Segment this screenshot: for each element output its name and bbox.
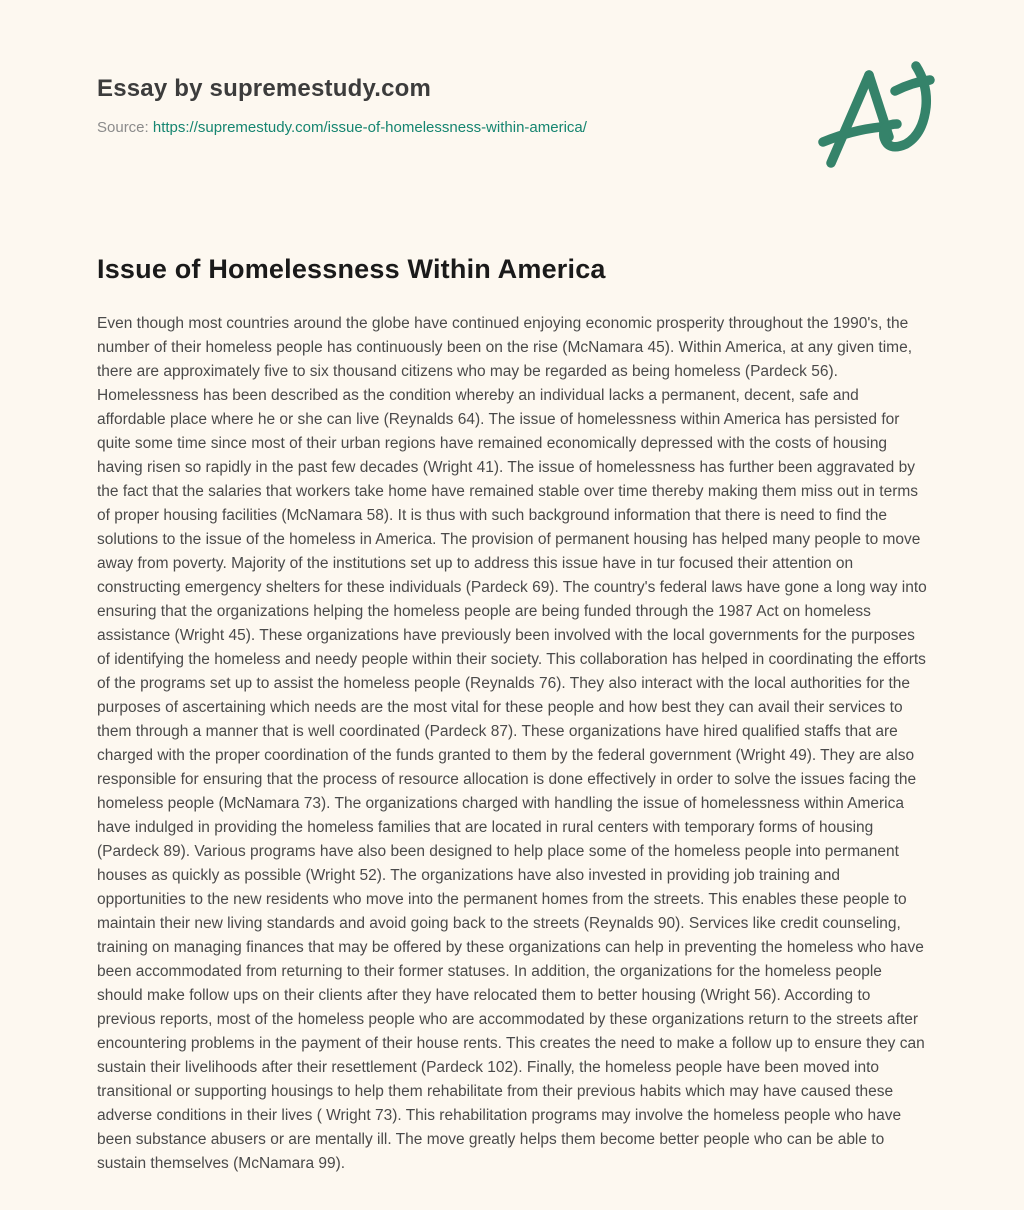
essay-main	[97, 254, 928, 1176]
page-header	[97, 75, 928, 136]
essay-title: Issue of Homelessness Within America	[97, 254, 606, 284]
essay-body: Even though most countries around the globe have continued enjoying economic prosperity throughout the 1990's, the number of their homeless people has continuously been on the rise (McNamara 45). Within America, at any given time, there are approximately five to six thousand citizens who may be regarded as being homeless (Pardeck 56). Homelessness has been described as the condition whereby an individual lacks a permanent, decent, safe and affordable place where he or she can live (Reynalds 64). The issue of homelessness within America has persisted for quite some time since most of their urban regions have remained economically depressed with the costs of housing having risen so rapidly in the past few decades (Wright 41). The issue of homelessness has further been aggravated by the fact that the salaries that workers take home have remained stable over time thereby making them miss out in terms of proper housing facilities (McNamara 58). It is thus with such background information that there is need to find the solutions to the issue of the homeless in America. The provision of permanent housing has helped many people to move away from poverty. Majority of the institutions set up to address this issue have in tur focused their attention on constructing emergency shelters for these individuals (Pardeck 69). The country's federal laws have gone a long way into ensuring that the organizations helping the homeless people are being funded through the 1987 Act on homeless assistance (Wright 45). These organizations have previously been involved with the local governments for the purposes of identifying the homeless and needy people within their society. This collaboration has helped in coordinating the efforts of the programs set up to assist the homeless people (Reynalds 76). They also interact with the local authorities for the purposes of ascertaining which needs are the most vital for these people and how best they can avail their services to them through a manner that is well coordinated (Pardeck 87). These organizations have hired qualified staffs that are charged with the proper coordination of the funds granted to them by the federal government (Wright 49). They are also responsible for ensuring that the process of resource allocation is done effectively in order to solve the issues facing the homeless people (McNamara 73). The organizations charged with handling the issue of homelessness within America have indulged in providing the homeless families that are located in rural centers with temporary forms of housing (Pardeck 89). Various programs have also been designed to help place some of the homeless people into permanent houses as quickly as possible (Wright 52). The organizations have also invested in providing job training and opportunities to the new residents who move into the permanent homes from the streets. This enables these people to maintain their new living standards and avoid going back to the streets (Reynalds 90). Services like credit counseling, training on managing finances that may be offered by these organizations can help in preventing the homeless who have been accommodated from returning to their former statuses. In addition, the organizations for the homeless people should make follow ups on their clients after they have relocated them to better housing (Wright 56). According to previous reports, most of the homeless people who are accommodated by these organizations return to the streets after encountering problems in the payment of their house rents. This creates the need to make a follow up to ensure they can sustain their livelihoods after their resettlement (Pardeck 102). Finally, the homeless people have been moved into transitional or supporting housings to help them rehabilitate from their previous habits which may have caused these adverse conditions in their lives ( Wright 73). This rehabilitation programs may involve the homeless people who have been substance abusers or are mentally ill. The move greatly helps them become better people who can be able to sustain themselves (McNamara 99).	[97, 315, 927, 1172]
source-link[interactable]: https://supremestudy.com/issue-of-homelessness-within-america/	[152, 119, 587, 136]
source-line	[97, 119, 928, 136]
source-label: Source:	[97, 119, 149, 136]
header-title: Essay by supremestudy.com	[97, 75, 432, 102]
a-plus-logo	[818, 57, 960, 177]
